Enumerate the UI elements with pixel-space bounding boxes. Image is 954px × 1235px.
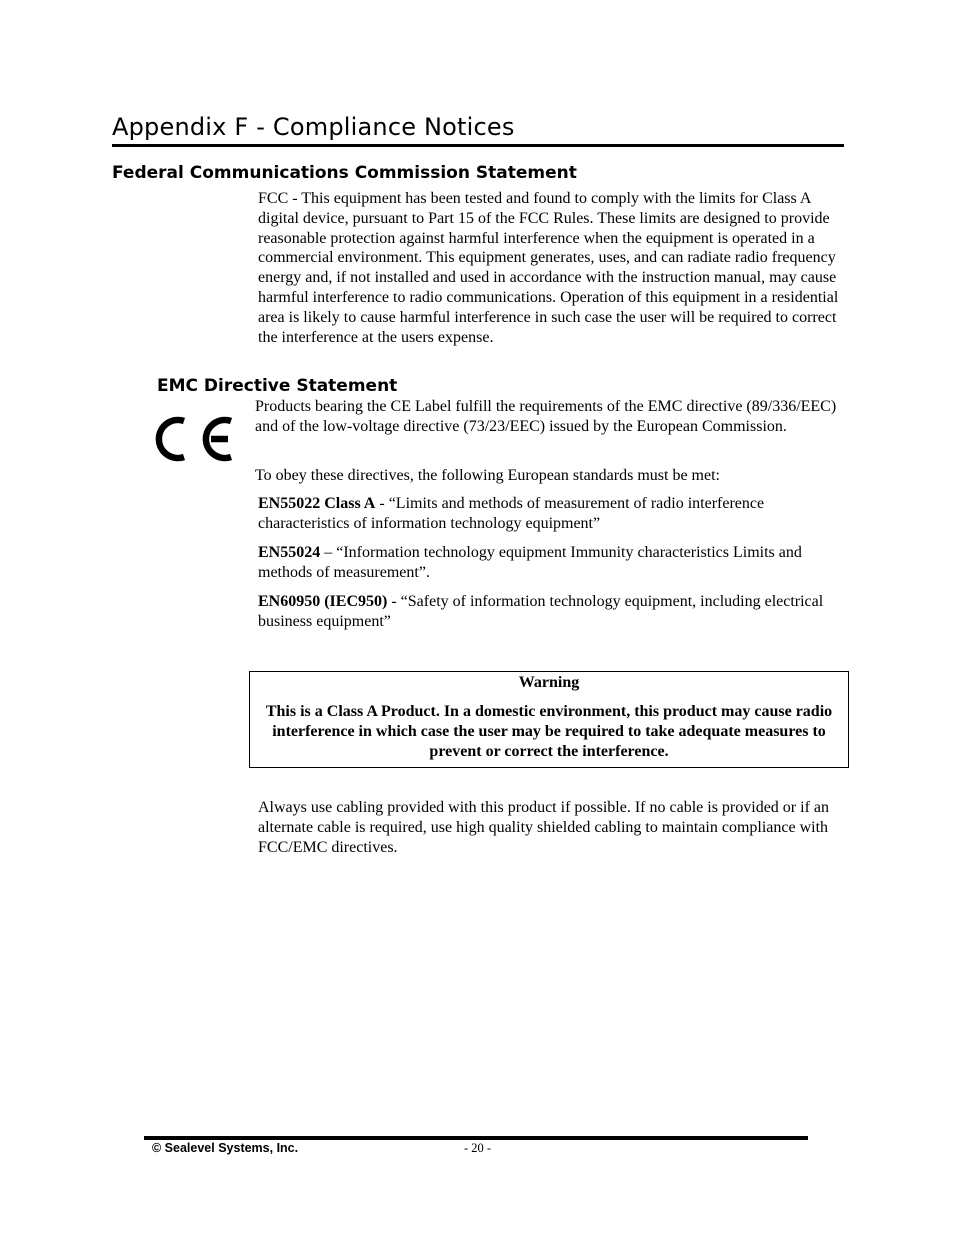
standard-code: EN55022 Class A — [258, 495, 376, 512]
emc-intro-paragraph: Products bearing the CE Label fulfill the requirements of the EMC directive (89/336/EEC) and of the low-voltage directive (73/23/EEC) issued by the European Commission. — [255, 398, 837, 435]
emc-heading: EMC Directive Statement — [157, 376, 398, 396]
footer-rule — [144, 1136, 808, 1140]
title-underline — [112, 144, 844, 147]
cabling-note: Always use cabling provided with this product if possible. If no cable is provided or if an alternate cable is required, use high quality shielded cabling to maintain compliance with FCC/EMC directives. — [258, 799, 829, 856]
standard-en55024 — [258, 543, 848, 583]
emc-obey-paragraph: To obey these directives, the following European standards must be met: — [255, 467, 720, 484]
standard-description: - “Limits and methods of measurement of radio interference characteristics of information technology equipment” — [258, 495, 765, 532]
ce-mark-logo — [154, 414, 234, 464]
standard-code: EN60950 (IEC950) — [258, 593, 388, 610]
page-title: Appendix F - Compliance Notices — [112, 113, 515, 141]
warning-box — [249, 671, 849, 768]
standard-description: - “Safety of information technology equipment, including electrical business equipment” — [258, 593, 824, 630]
standard-en55022 — [258, 494, 848, 534]
footer-page-number: - 20 - — [464, 1141, 492, 1155]
fcc-heading: Federal Communications Commission Statement — [112, 163, 577, 183]
warning-title: Warning — [518, 674, 580, 691]
footer-copyright: © Sealevel Systems, Inc. — [152, 1141, 299, 1155]
warning-body: This is a Class A Product. In a domestic environment, this product may cause radio interference in which case the user may be required to take adequate measures to prevent or correct the interference. — [265, 703, 833, 760]
standard-description: – “Information technology equipment Immunity characteristics Limits and methods of measurement”. — [258, 544, 802, 581]
standard-en60950 — [258, 592, 848, 632]
standard-code: EN55024 — [258, 544, 321, 561]
fcc-paragraph: FCC - This equipment has been tested and found to comply with the limits for Class A digital device, pursuant to Part 15 of the FCC Rules. These limits are designed to provide reasonable protection against harmful interference when the equipment is operated in a commercial environment. This equipment generates, uses, and can radiate radio frequency energy and, if not installed and used in accordance with the instruction manual, may cause harmful interference to radio communications. Operation of this equipment in a residential area is likely to cause harmful interference in such case the user will be required to correct the interference at the users expense. — [258, 190, 839, 346]
